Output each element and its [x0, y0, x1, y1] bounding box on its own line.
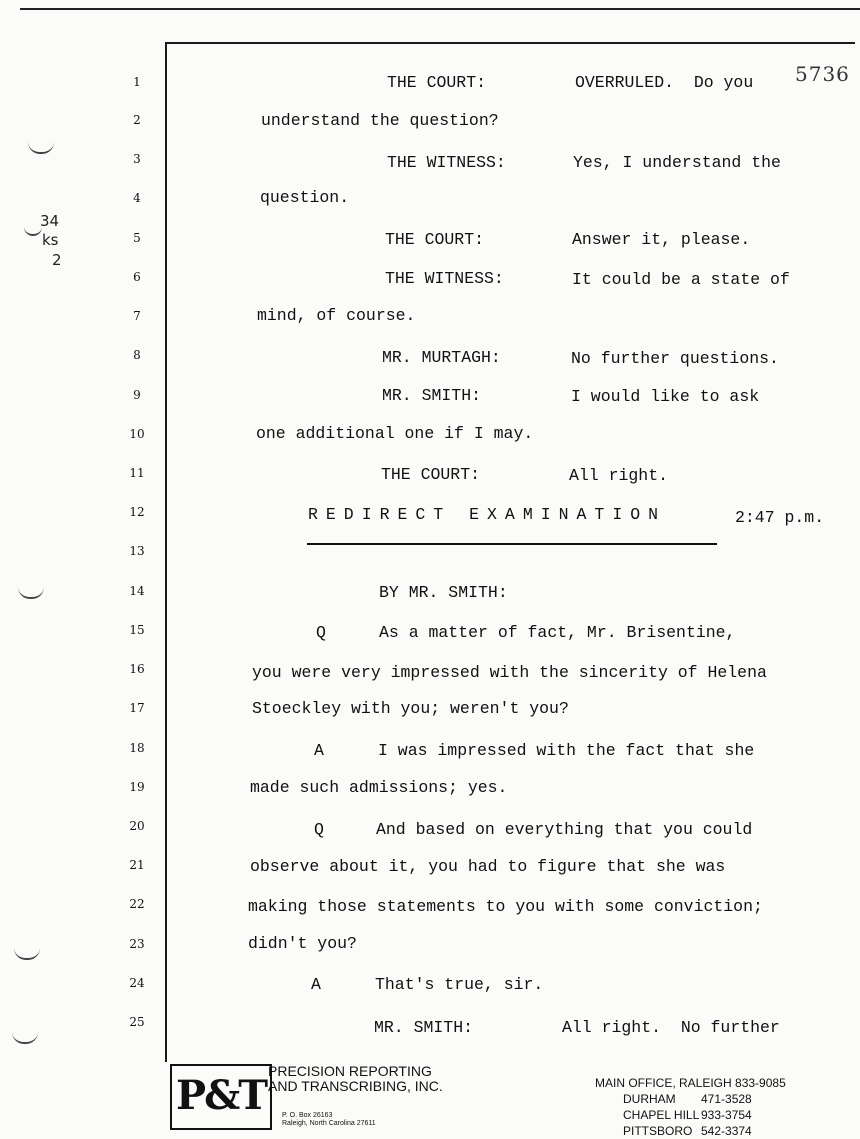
speaker-label: MR. SMITH: — [374, 1018, 474, 1037]
margin-note-1: 34 — [40, 212, 60, 230]
heading-underline — [307, 543, 717, 545]
line-number: 18 — [129, 741, 145, 755]
margin-note-3: 2 — [52, 251, 62, 269]
office-row: CHAPEL HILL 933-3754 — [623, 1108, 752, 1122]
speaker-label: MR. SMITH: — [382, 386, 482, 405]
page-number: 5736 — [795, 62, 850, 86]
margin-tick-mark — [12, 1030, 38, 1044]
office-phone-list — [595, 1075, 786, 1139]
margin-tick-mark — [18, 585, 44, 599]
line-number: 21 — [129, 858, 145, 872]
margin-tick-mark — [28, 140, 54, 154]
line-number: 19 — [129, 780, 145, 794]
speaker-label: THE COURT: — [387, 73, 487, 92]
line-number: 11 — [129, 466, 145, 480]
top-rule — [20, 8, 860, 10]
line-number: 10 — [129, 427, 145, 441]
speaker-label: THE WITNESS: — [385, 269, 504, 288]
frame-left-border — [165, 42, 167, 1062]
line-number: 12 — [129, 505, 145, 519]
transcript-text: you were very impressed with the sincerity of Helena — [252, 663, 767, 682]
line-number: 3 — [133, 152, 141, 166]
transcript-text: It could be a state of — [572, 270, 790, 289]
transcript-text: Answer it, please. — [572, 230, 751, 249]
speaker-label: THE COURT: — [381, 465, 481, 484]
line-number: 17 — [129, 701, 145, 715]
line-number: 13 — [129, 544, 145, 558]
transcript-text: No further questions. — [571, 349, 779, 368]
line-number: 15 — [129, 623, 145, 637]
line-number: 23 — [129, 937, 145, 951]
transcript-text: made such admissions; yes. — [250, 778, 508, 797]
office-row: MAIN OFFICE, RALEIGH 833-9085 — [595, 1076, 786, 1090]
section-time: 2:47 p.m. — [735, 508, 825, 527]
transcript-text: That's true, sir. — [375, 975, 544, 994]
transcript-text: All right. No further — [562, 1018, 780, 1037]
transcript-text: making those statements to you with some conviction; — [248, 897, 763, 916]
office-row: PITTSBORO 542-3374 — [623, 1124, 752, 1138]
line-number: 16 — [129, 662, 145, 676]
margin-tick-mark — [24, 222, 42, 236]
line-number: 7 — [133, 309, 141, 323]
transcript-text: Yes, I understand the — [573, 153, 781, 172]
transcript-text: As a matter of fact, Mr. Brisentine, — [379, 623, 736, 642]
line-number: 2 — [133, 113, 141, 127]
speaker-label: THE COURT: — [385, 230, 485, 249]
line-number: 4 — [133, 191, 141, 205]
line-number: 5 — [133, 231, 141, 245]
question-marker: Q — [316, 623, 326, 642]
transcript-text: OVERRULED. Do you — [575, 73, 754, 92]
line-number: 9 — [133, 388, 141, 402]
line-number: 25 — [129, 1015, 145, 1029]
margin-tick-mark — [14, 946, 40, 960]
line-number: 20 — [129, 819, 145, 833]
transcript-text: BY MR. SMITH: — [379, 583, 508, 602]
question-marker: Q — [314, 820, 324, 839]
transcript-text: I was impressed with the fact that she — [378, 741, 755, 760]
line-number: 14 — [129, 584, 145, 598]
transcript-text: I would like to ask — [571, 387, 760, 406]
line-number: 22 — [129, 897, 145, 911]
company-address: P. O. Box 26163 Raleigh, North Carolina 27611 — [282, 1112, 376, 1127]
section-heading: REDIRECT EXAMINATION — [308, 505, 667, 524]
transcript-text: understand the question? — [261, 111, 499, 130]
margin-note-2: ks — [42, 231, 59, 249]
transcript-text: one additional one if I may. — [256, 424, 534, 443]
line-number: 1 — [133, 75, 141, 89]
speaker-label: MR. MURTAGH: — [382, 348, 501, 367]
frame-top-border — [165, 42, 855, 44]
transcript-text: didn't you? — [248, 934, 357, 953]
transcript-text: And based on everything that you could — [376, 820, 753, 839]
company-name: PRECISION REPORTING AND TRANSCRIBING, INC. — [268, 1063, 443, 1094]
transcript-text: question. — [260, 188, 350, 207]
answer-marker: A — [311, 975, 321, 994]
line-number: 24 — [129, 976, 145, 990]
transcript-text: Stoeckley with you; weren't you? — [252, 699, 569, 718]
answer-marker: A — [314, 741, 324, 760]
speaker-label: THE WITNESS: — [387, 153, 506, 172]
transcript-text: All right. — [569, 466, 669, 485]
company-logo: P&T — [170, 1064, 272, 1130]
line-number: 8 — [133, 348, 141, 362]
line-number: 6 — [133, 270, 141, 284]
transcript-text: observe about it, you had to figure that she was — [250, 857, 726, 876]
office-row: DURHAM 471-3528 — [623, 1092, 752, 1106]
transcript-text: mind, of course. — [257, 306, 416, 325]
